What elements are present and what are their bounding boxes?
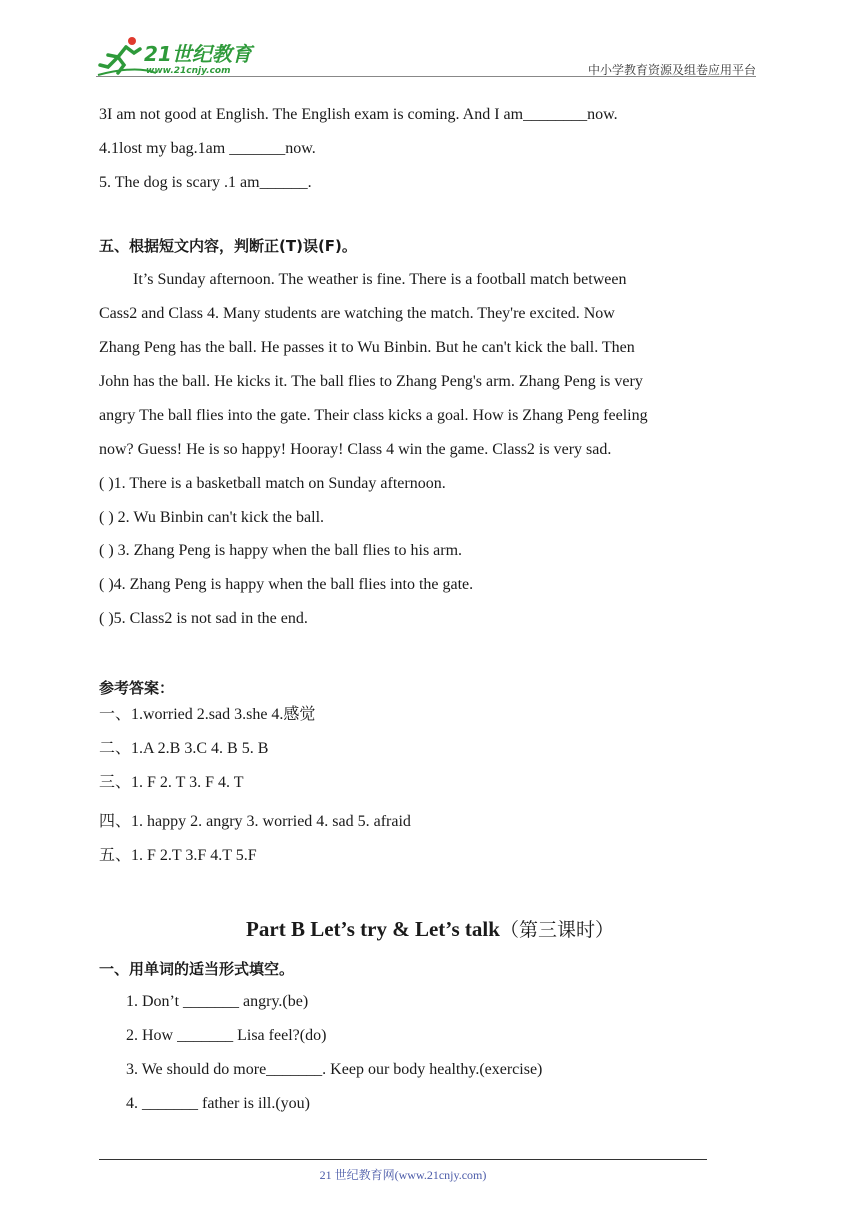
fill-item: 1. Don’t _______ angry.(be)	[126, 993, 309, 1010]
fill-item: 2. How _______ Lisa feel?(do)	[126, 1027, 327, 1044]
answer-line: 三、1. F 2. T 3. F 4. T	[99, 774, 244, 791]
section4-item-3: 3I am not good at English. The English exam is coming. And I am________now.	[99, 106, 618, 123]
platform-tagline: 中小学教育资源及组卷应用平台	[587, 63, 756, 77]
passage-line: now? Guess! He is so happy! Hooray! Class 4 win the game. Class2 is very sad.	[99, 441, 612, 458]
fill-item: 3. We should do more_______. Keep our body healthy.(exercise)	[126, 1061, 543, 1078]
answer-line: 二、1.A 2.B 3.C 4. B 5. B	[99, 740, 269, 757]
passage-line: John has the ball. He kicks it. The ball flies to Zhang Peng's arm. Zhang Peng is very	[99, 373, 643, 390]
answer-line: 四、1. happy 2. angry 3. worried 4. sad 5. afraid	[99, 813, 411, 830]
svg-text:www.21cnjy.com: www.21cnjy.com	[146, 66, 231, 76]
question-item: ( ) 2. Wu Binbin can't kick the ball.	[99, 509, 325, 526]
svg-text:21世纪教育: 21世纪教育	[144, 42, 252, 66]
runner-icon	[100, 37, 140, 73]
header-divider	[96, 76, 756, 77]
footer-divider	[99, 1159, 707, 1160]
footer-link[interactable]: 21 世纪教育网(www.21cnjy.com)	[319, 1168, 487, 1182]
section5-heading: 五、根据短文内容，判断正(T)误(F)。	[99, 237, 357, 255]
answer-line: 一、1.worried 2.sad 3.she 4.感觉	[99, 706, 316, 723]
passage-line: Zhang Peng has the ball. He passes it to Wu Binbin. But he can't kick the ball. Then	[99, 339, 635, 356]
passage-line: angry The ball flies into the gate. Their class kicks a goal. How is Zhang Peng feeling	[99, 407, 648, 424]
answer-line: 五、1. F 2.T 3.F 4.T 5.F	[99, 847, 257, 864]
answers-heading: 参考答案：	[99, 679, 175, 697]
site-logo	[96, 35, 264, 79]
question-item: ( )1. There is a basketball match on Sunday afternoon.	[99, 475, 446, 492]
question-item: ( )4. Zhang Peng is happy when the ball flies into the gate.	[99, 576, 474, 593]
passage-line: It’s Sunday afternoon. The weather is fine. There is a football match between	[133, 271, 627, 288]
section4-item-4: 4.1lost my bag.1am _______now.	[99, 140, 316, 157]
question-item: ( )5. Class2 is not sad in the end.	[99, 610, 308, 627]
section4-item-5: 5. The dog is scary .1 am______.	[99, 174, 312, 191]
fill-item: 4. _______ father is ill.(you)	[126, 1095, 310, 1112]
passage-line: Cass2 and Class 4. Many students are watching the match. They're excited. Now	[99, 305, 615, 322]
question-item: ( ) 3. Zhang Peng is happy when the ball flies to his arm.	[99, 542, 463, 559]
part-title-text: Part B Let’s try & Let’s talk	[246, 917, 500, 941]
part-b-section1-heading: 一、用单词的适当形式填空。	[99, 960, 295, 978]
part-title-lesson: （第三课时）	[499, 919, 614, 941]
part-title	[0, 916, 860, 943]
